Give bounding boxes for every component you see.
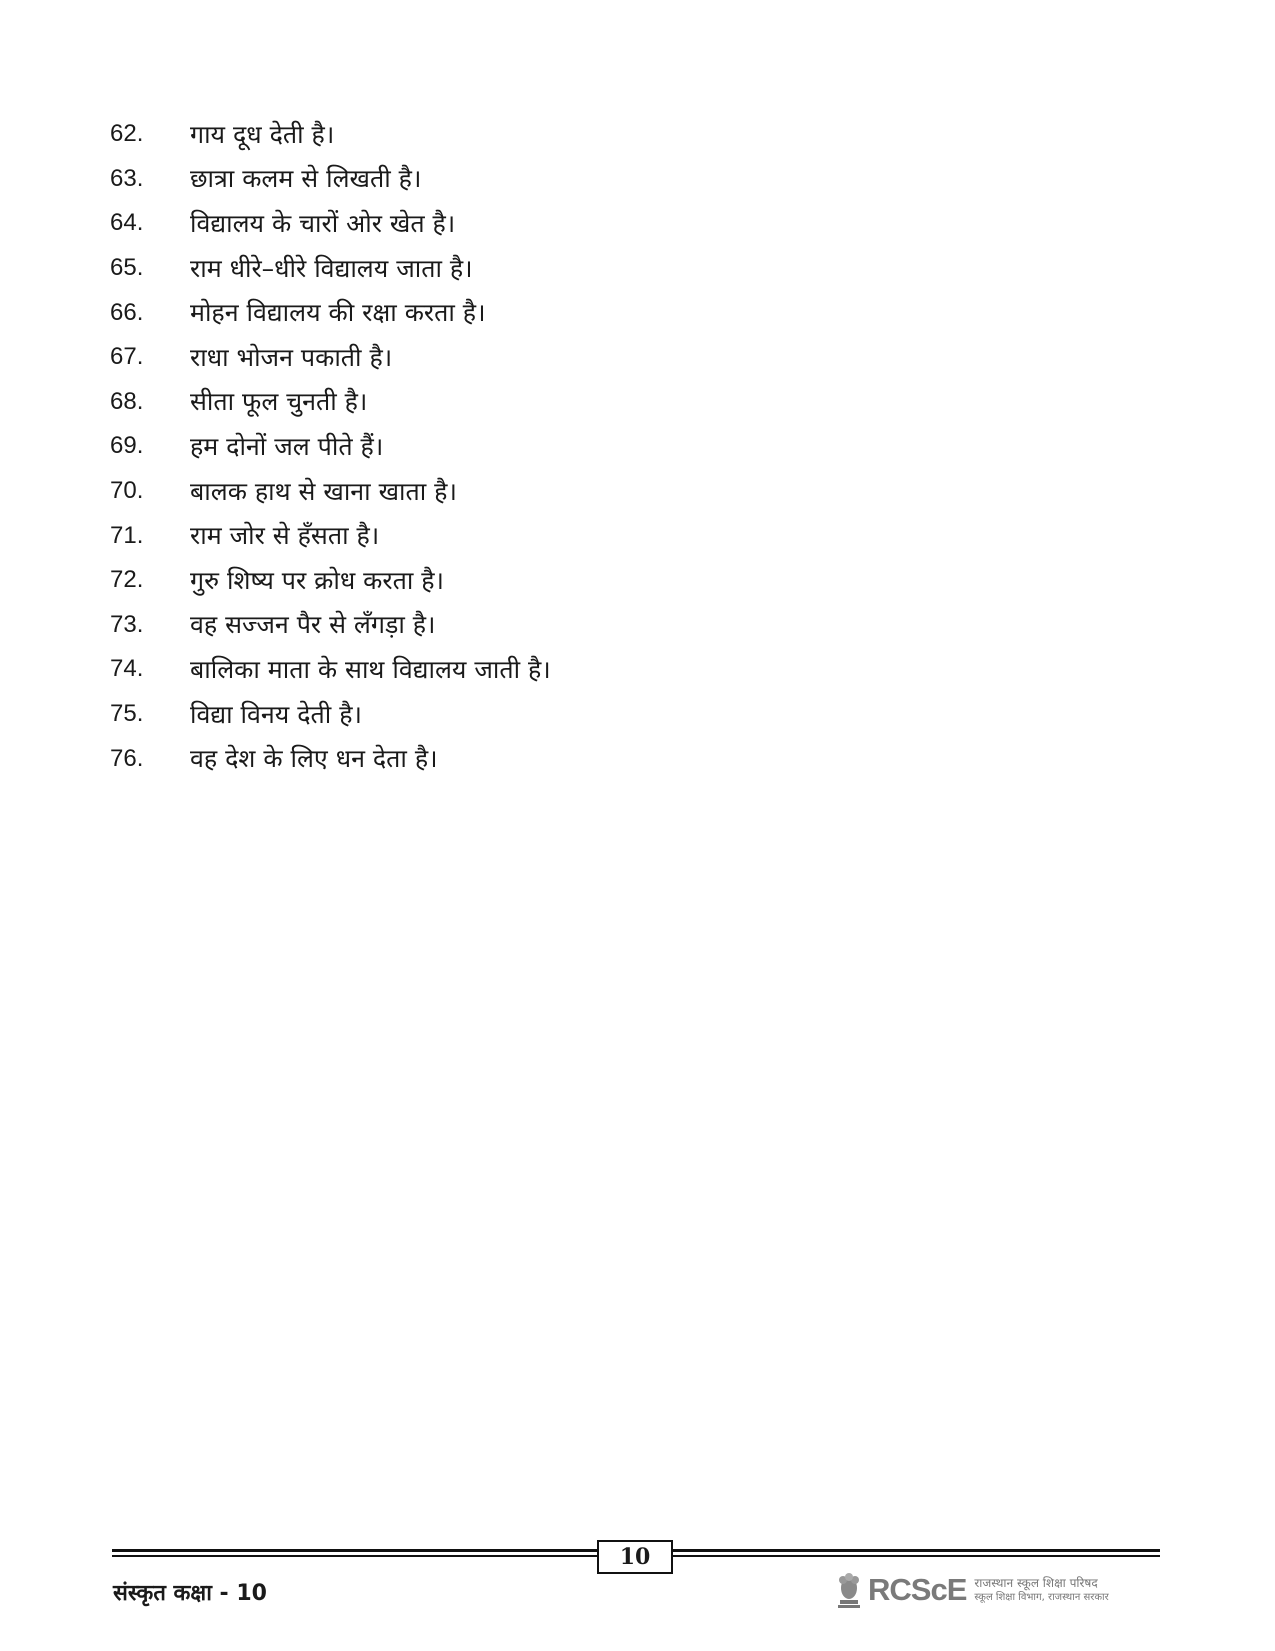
item-text: वह देश के लिए धन देता है।: [190, 744, 438, 774]
item-number: 62.: [110, 120, 144, 148]
item-number: 66.: [110, 298, 144, 326]
logo-line-2: स्कूल शिक्षा विभाग, राजस्थान सरकार: [974, 1592, 1109, 1604]
item-number: 67.: [110, 343, 144, 371]
item-text: राधा भोजन पकाती है।: [190, 342, 393, 372]
item-number: 64.: [110, 209, 144, 237]
rcsce-logo: [836, 1568, 1116, 1612]
item-text: विद्यालय के चारों ओर खेत है।: [190, 208, 456, 238]
list-item: [110, 112, 551, 157]
item-number: 68.: [110, 387, 144, 415]
item-text: राम जोर से हँसता है।: [190, 521, 380, 551]
item-number: 63.: [110, 164, 144, 192]
logo-abbr: RCScE: [868, 1572, 967, 1607]
list-item: [110, 513, 551, 558]
item-number: 72.: [110, 566, 144, 594]
list-item: [110, 558, 551, 603]
list-item: [110, 380, 551, 425]
item-number: 65.: [110, 254, 144, 282]
list-item: [110, 736, 551, 781]
item-text: राम धीरे–धीरे विद्यालय जाता है।: [190, 253, 473, 283]
emblem-icon: [836, 1570, 862, 1610]
item-text: मोहन विद्यालय की रक्षा करता है।: [190, 298, 486, 328]
list-item: [110, 335, 551, 380]
list-item: [110, 647, 551, 692]
list-item: [110, 692, 551, 737]
sentence-list: [110, 112, 551, 781]
item-text: हम दोनों जल पीते हैं।: [190, 431, 384, 461]
item-number: 74.: [110, 655, 144, 683]
item-number: 71.: [110, 521, 144, 549]
item-text: छात्रा कलम से लिखती है।: [190, 164, 422, 194]
footer-rule-left-thick: [112, 1549, 598, 1552]
item-text: वह सज्जन पैर से लँगड़ा है।: [190, 610, 436, 640]
item-text: बालिका माता के साथ विद्यालय जाती है।: [190, 654, 551, 684]
item-text: गाय दूध देती है।: [190, 119, 335, 149]
item-text: सीता फूल चुनती है।: [190, 387, 368, 417]
logo-line-1: राजस्थान स्कूल शिक्षा परिषद: [974, 1575, 1098, 1590]
item-text: बालक हाथ से खाना खाता है।: [190, 476, 457, 506]
list-item: [110, 201, 551, 246]
footer-rule-left-thin: [112, 1555, 598, 1557]
footer-rule-right-thin: [672, 1555, 1160, 1557]
list-item: [110, 603, 551, 648]
footer-rule-right-thick: [672, 1549, 1160, 1552]
item-number: 73.: [110, 610, 144, 638]
list-item: [110, 157, 551, 202]
page-number: 10: [597, 1540, 673, 1574]
book-label: संस्कृत कक्षा - 10: [113, 1581, 267, 1606]
item-number: 76.: [110, 744, 144, 772]
list-item: [110, 290, 551, 335]
list-item: [110, 469, 551, 514]
list-item: [110, 246, 551, 291]
item-text: विद्या विनय देती है।: [190, 699, 362, 729]
item-number: 69.: [110, 432, 144, 460]
logo-subtitle: [974, 1575, 1108, 1606]
list-item: [110, 424, 551, 469]
item-text: गुरु शिष्य पर क्रोध करता है।: [190, 565, 444, 595]
item-number: 70.: [110, 477, 144, 505]
item-number: 75.: [110, 700, 144, 728]
